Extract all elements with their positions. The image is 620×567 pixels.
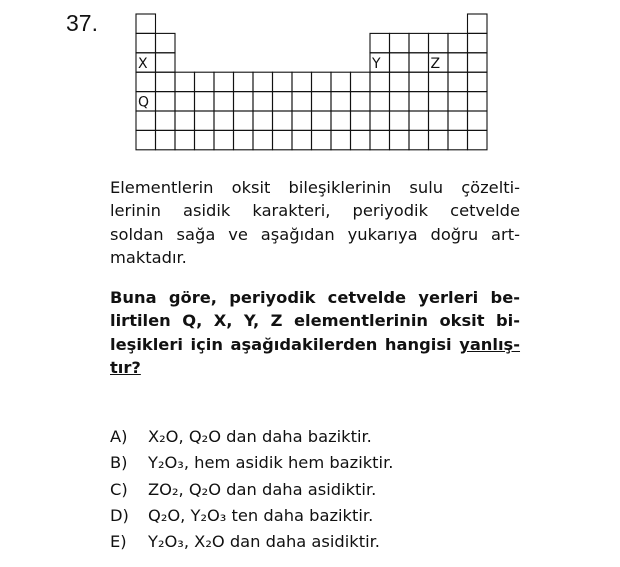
- question-line: lirtilen Q, X, Y, Z elementlerinin oksit bi-: [110, 311, 520, 331]
- table-cell: [156, 33, 176, 52]
- intro-line: maktadır.: [110, 248, 187, 268]
- table-cell: [331, 92, 351, 111]
- table-cell: [409, 72, 429, 91]
- table-cell: [273, 130, 293, 149]
- table-cell: [234, 130, 254, 149]
- option-a[interactable]: [110, 424, 393, 450]
- table-cell: [390, 53, 410, 72]
- option-letter: B): [110, 453, 128, 473]
- table-cell: [195, 92, 215, 111]
- table-cell: [370, 130, 390, 149]
- table-cell: [273, 111, 293, 130]
- table-cell: [409, 92, 429, 111]
- table-cell: [390, 72, 410, 91]
- table-cell: [214, 130, 234, 149]
- intro-line: soldan sağa ve aşağıdan yukarıya doğru art-: [110, 224, 520, 244]
- table-cell: [409, 33, 429, 52]
- table-cell: [195, 72, 215, 91]
- option-letter: E): [110, 532, 127, 552]
- table-cell: [429, 130, 449, 149]
- table-cell: [331, 111, 351, 130]
- table-cell: [175, 92, 195, 111]
- table-cell: [390, 111, 410, 130]
- table-cell: [136, 33, 156, 52]
- table-cell: [292, 130, 312, 149]
- table-cell: [273, 92, 293, 111]
- answer-options: [110, 424, 393, 555]
- table-cell: [409, 53, 429, 72]
- table-cell: [429, 111, 449, 130]
- table-cell: [370, 111, 390, 130]
- table-cell: [370, 72, 390, 91]
- option-letter: D): [110, 505, 129, 525]
- underlined-word-part2: tır?: [110, 358, 141, 378]
- table-cell: [292, 72, 312, 91]
- periodic-table-outline: [0, 0, 620, 170]
- element-label-q: Q: [138, 94, 150, 111]
- table-cell: [312, 92, 332, 111]
- table-cell: [214, 72, 234, 91]
- option-text: Y₂O₃, X₂O dan daha asidiktir.: [148, 532, 380, 552]
- table-cell: [448, 92, 468, 111]
- option-e[interactable]: [110, 529, 393, 555]
- table-cell: [312, 111, 332, 130]
- table-cell: [468, 111, 488, 130]
- question-paragraph: [110, 286, 520, 380]
- table-cell: [390, 33, 410, 52]
- option-text: Q₂O, Y₂O₃ ten daha baziktir.: [148, 505, 374, 525]
- intro-paragraph: [110, 176, 520, 270]
- table-cell: [312, 72, 332, 91]
- intro-line: lerinin asidik karakteri, periyodik cetvelde: [110, 201, 520, 221]
- option-letter: C): [110, 479, 128, 499]
- table-cell: [448, 33, 468, 52]
- element-label-x: X: [138, 55, 148, 72]
- table-cell: [351, 72, 371, 91]
- table-cell: [214, 111, 234, 130]
- table-cell: [195, 130, 215, 149]
- option-text: X₂O, Q₂O dan daha baziktir.: [148, 427, 372, 446]
- table-cell: [136, 72, 156, 91]
- table-cell: [409, 130, 429, 149]
- table-cell: [234, 92, 254, 111]
- question-line: [110, 356, 520, 379]
- periodic-table-labels: [138, 56, 440, 111]
- table-cell: [175, 72, 195, 91]
- element-label-z: Z: [430, 55, 441, 72]
- table-cell: [234, 111, 254, 130]
- table-cell: [468, 130, 488, 149]
- question-line: Buna göre, periyodik cetvelde yerleri be-: [110, 288, 520, 307]
- option-text: Y₂O₃, hem asidik hem baziktir.: [148, 453, 394, 473]
- table-cell: [234, 72, 254, 91]
- table-cell: [253, 130, 273, 149]
- table-cell: [468, 92, 488, 111]
- table-cell: [331, 72, 351, 91]
- option-c[interactable]: [110, 477, 393, 503]
- option-b[interactable]: [110, 450, 393, 476]
- intro-line: Elementlerin oksit bileşiklerinin sulu çözelti-: [110, 178, 520, 197]
- table-cell: [156, 111, 176, 130]
- table-cell: [351, 111, 371, 130]
- table-cell: [448, 72, 468, 91]
- table-cell: [136, 14, 156, 33]
- table-cell: [253, 92, 273, 111]
- table-cell: [429, 72, 449, 91]
- option-d[interactable]: [110, 503, 393, 529]
- table-cell: [448, 111, 468, 130]
- table-cell: [331, 130, 351, 149]
- table-cell: [253, 72, 273, 91]
- table-cell: [195, 111, 215, 130]
- option-text: ZO₂, Q₂O dan daha asidiktir.: [148, 479, 377, 499]
- table-cell: [136, 130, 156, 149]
- table-cell: [468, 33, 488, 52]
- table-cell: [253, 111, 273, 130]
- periodic-table-grid: [136, 14, 487, 150]
- question-line: [110, 333, 520, 356]
- table-cell: [175, 111, 195, 130]
- table-cell: [390, 92, 410, 111]
- table-cell: [351, 130, 371, 149]
- table-cell: [390, 130, 410, 149]
- table-cell: [175, 130, 195, 149]
- table-cell: [273, 72, 293, 91]
- table-cell: [468, 72, 488, 91]
- question-line-text: leşikleri için aşağıdakilerden hangisi: [110, 334, 452, 354]
- table-cell: [156, 53, 176, 72]
- table-cell: [429, 33, 449, 52]
- table-cell: [429, 92, 449, 111]
- table-cell: [351, 92, 371, 111]
- table-cell: [409, 111, 429, 130]
- table-cell: [370, 92, 390, 111]
- table-cell: [136, 111, 156, 130]
- table-cell: [312, 130, 332, 149]
- table-cell: [292, 92, 312, 111]
- option-letter: A): [110, 427, 128, 446]
- table-cell: [214, 92, 234, 111]
- table-cell: [468, 14, 488, 33]
- underlined-word-part1: yanlış-: [459, 334, 521, 354]
- table-cell: [292, 111, 312, 130]
- table-cell: [448, 53, 468, 72]
- table-cell: [370, 33, 390, 52]
- table-cell: [468, 53, 488, 72]
- question-number: 37.: [66, 10, 98, 36]
- table-cell: [156, 130, 176, 149]
- table-cell: [156, 92, 176, 111]
- table-cell: [156, 72, 176, 91]
- element-label-y: Y: [372, 55, 381, 72]
- table-cell: [448, 130, 468, 149]
